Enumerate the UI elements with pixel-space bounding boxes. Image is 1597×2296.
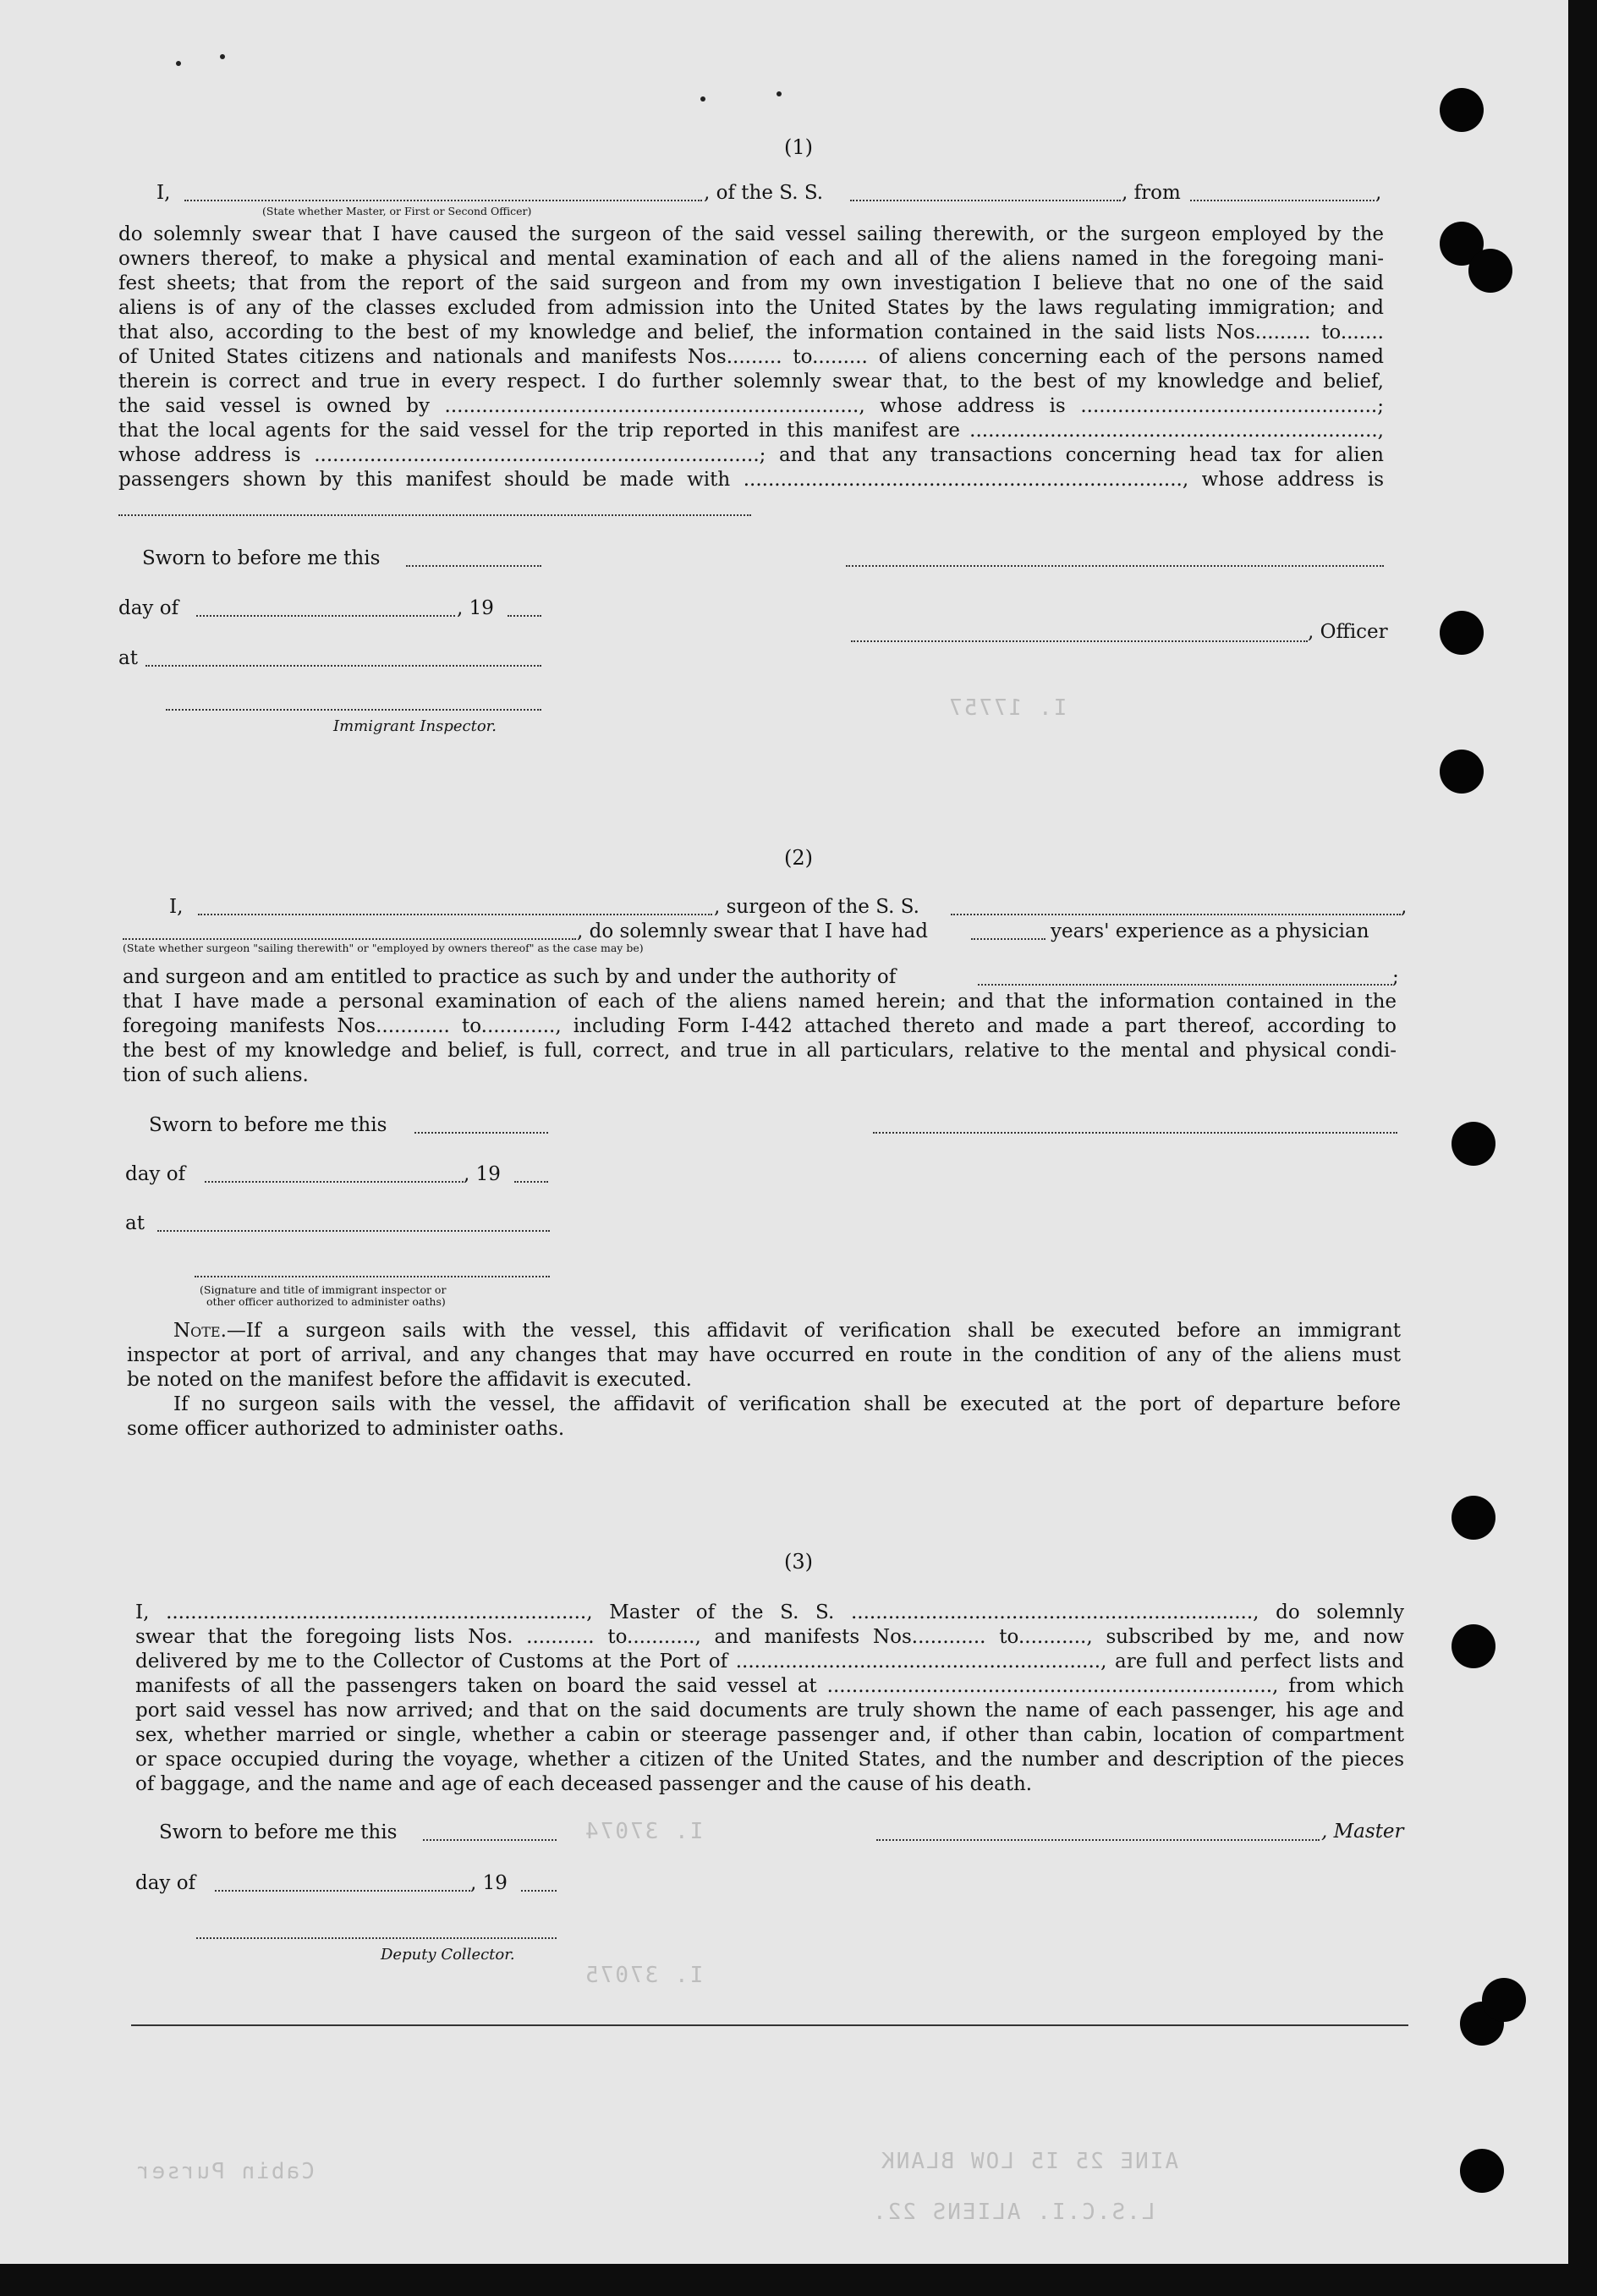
a1-at-place-blank	[145, 665, 541, 667]
a1-year-label: , 19	[457, 597, 494, 619]
a2-authority-label: and surgeon and am entitled to practice as such by and under the authority of	[123, 966, 897, 988]
a3-month-blank	[215, 1890, 470, 1892]
a3-collector-label: Deputy Collector.	[381, 1946, 515, 1964]
a1-text-line: the said vessel is owned by ..................................................................., whose address is ................................................;	[118, 395, 1384, 417]
a1-text-line: do solemnly swear that I have caused the surgeon of the said vessel sailing therewith, or the surgeon employed by the	[118, 223, 1384, 245]
a2-sworn-had-label: , do solemnly swear that I have had	[577, 920, 928, 942]
a3-sworn-day-blank	[423, 1839, 557, 1841]
a2-note-label: Note.	[173, 1320, 227, 1342]
punch-hole	[1452, 1122, 1495, 1166]
a2-authority-blank	[978, 984, 1392, 986]
a1-year-blank	[508, 615, 541, 617]
bleed-through-mark: L.S.C.I. ALIENS 22.	[871, 2200, 1155, 2225]
a1-sworn-label: Sworn to before me this	[142, 547, 381, 569]
a2-surgeon-type-blank	[123, 938, 576, 940]
a1-month-blank	[196, 615, 455, 617]
a3-master-signature-blank	[876, 1839, 1320, 1841]
bleed-through-mark: Cabin Purser	[135, 2159, 315, 2184]
a2-year-label: , 19	[464, 1163, 501, 1185]
a1-officer-title-blank	[851, 640, 1308, 642]
a2-text-line: tion of such aliens.	[123, 1064, 309, 1086]
punch-hole	[1452, 1496, 1495, 1540]
scan-edge-right	[1568, 0, 1597, 2296]
punch-hole	[1482, 1978, 1526, 2022]
a1-text-line: therein is correct and true in every respect. I do further solemnly swear that, to the best of my knowledge and belief,	[118, 371, 1384, 393]
a3-text-line: manifests of all the passengers taken on board the said vessel at ........................................................................, from which	[135, 1675, 1404, 1697]
a2-signature-hint: (Signature and title of immigrant inspector or	[200, 1283, 447, 1296]
a2-note2-line: some officer authorized to administer oaths.	[127, 1418, 565, 1440]
a2-note-line: be noted on the manifest before the affidavit is executed.	[127, 1369, 692, 1391]
a3-text-line: port said vessel has now arrived; and that on the said documents are truly shown the name of each passenger, his age and	[135, 1700, 1404, 1722]
a2-surgeon-hint: (State whether surgeon "sailing therewith" or "employed by owners thereof" as the case may be)	[123, 942, 644, 954]
a3-text-line: I, ...................................................................., Master of the S. S. ................................................................., do solemnly	[135, 1601, 1404, 1623]
bleed-through-mark: AINE 25 I5 LOW BLANK	[880, 2149, 1179, 2174]
a3-text-line: swear that the foregoing lists Nos. ........... to..........., and manifests Nos............ to..........., subscribed by me, and now	[135, 1626, 1404, 1648]
speck	[700, 96, 705, 102]
a3-master-label: , Master	[1321, 1821, 1404, 1843]
bleed-through-mark: I. 37075	[584, 1963, 704, 1988]
a2-surgeon-name-blank	[198, 914, 712, 915]
punch-hole	[1468, 249, 1512, 293]
a1-inspector-label: Immigrant Inspector.	[333, 717, 497, 735]
a2-note-line	[173, 1319, 1401, 1343]
a2-note-text: —If a surgeon sails with the vessel, this affidavit of verification shall be executed before an immigrant	[226, 1320, 1401, 1342]
a2-sworn-label: Sworn to before me this	[149, 1114, 387, 1136]
bleed-through-mark: I. 37074	[584, 1819, 704, 1844]
punch-hole	[1440, 750, 1484, 794]
a1-officer-name-blank	[184, 200, 702, 201]
a2-signature-hint: other officer authorized to administer oaths)	[206, 1295, 446, 1308]
a1-text-line: aliens is of any of the classes excluded from admission into the United States by the laws regulating immigration; and	[118, 297, 1384, 319]
a2-inspector-signature-blank	[195, 1276, 550, 1277]
a1-sworn-day-blank	[406, 565, 541, 567]
a2-text-line: that I have made a personal examination of each of the aliens named herein; and that the information contained in the	[123, 991, 1397, 1013]
a1-text-line: that the local agents for the said vessel for the trip reported in this manifest are ..................................................................,	[118, 420, 1384, 442]
a2-at-label: at	[125, 1212, 145, 1234]
a2-at-place-blank	[157, 1230, 550, 1232]
affidavit-1-number: (1)	[784, 135, 813, 159]
a3-sworn-label: Sworn to before me this	[159, 1821, 398, 1843]
a2-i-label: I,	[169, 896, 184, 918]
affidavit-3-number: (3)	[784, 1550, 813, 1574]
a2-surgeon-of-label: , surgeon of the S. S.	[714, 896, 919, 918]
a3-text-line: or space occupied during the voyage, whether a citizen of the United States, and the number and description of the pieces	[135, 1749, 1404, 1771]
a2-note-line: inspector at port of arrival, and any changes that may have occurred en route in the condition of any of the aliens must	[127, 1344, 1401, 1366]
a2-vessel-name-blank	[951, 914, 1401, 915]
a1-of-ss-label: , of the S. S.	[704, 182, 824, 204]
punch-hole	[1440, 88, 1484, 132]
a2-text-line: foregoing manifests Nos............ to............, including Form I-442 attached thereto and made a part thereof, according to	[123, 1015, 1397, 1037]
punch-hole	[1460, 2149, 1504, 2193]
scan-edge-bottom	[0, 2264, 1597, 2296]
a1-officer-hint: (State whether Master, or First or Second Officer)	[262, 205, 532, 217]
a3-text-line: of baggage, and the name and age of each deceased passenger and the cause of his death.	[135, 1773, 1033, 1795]
a1-i-label: I,	[156, 182, 171, 204]
a1-officer-signature-blank	[846, 565, 1384, 567]
affidavit-2-number: (2)	[784, 846, 813, 870]
a1-text-line: of United States citizens and nationals and manifests Nos......... to......... of aliens concerning each of the persons named	[118, 346, 1384, 368]
a1-text-line: owners thereof, to make a physical and mental examination of each and all of the aliens named in the foregoing mani-	[118, 248, 1384, 270]
a2-month-blank	[205, 1181, 464, 1183]
speck	[777, 91, 782, 96]
a1-vessel-name-blank	[850, 200, 1121, 201]
a3-year-label: , 19	[470, 1872, 508, 1894]
a1-text-line: that also, according to the best of my knowledge and belief, the information contained in the said lists Nos......... to.......	[118, 321, 1384, 343]
a1-at-label: at	[118, 647, 138, 669]
a2-text-line: the best of my knowledge and belief, is full, correct, and true in all particulars, relative to the mental and physical condi-	[123, 1040, 1397, 1062]
a1-address-continued-blank	[118, 514, 751, 516]
a3-text-line: sex, whether married or single, whether a cabin or steerage passenger and, if other than cabin, location of compartment	[135, 1724, 1404, 1746]
punch-hole	[1452, 1624, 1495, 1668]
a1-text-line: passengers shown by this manifest should be made with ......................................................................., whose address is	[118, 469, 1384, 491]
a1-text-line: fest sheets; that from the report of the said surgeon and from my own investigation I believe that no one of the said	[118, 272, 1384, 294]
a3-collector-signature-blank	[196, 1937, 557, 1939]
a1-day-of-label: day of	[118, 597, 179, 619]
a1-text-line: whose address is ........................................................................; and that any transactions concerning head tax for alien	[118, 444, 1384, 466]
a3-year-blank	[521, 1890, 557, 1892]
a2-year-blank	[514, 1181, 548, 1183]
a2-surgeon-signature-blank	[873, 1132, 1397, 1134]
a2-sworn-day-blank	[414, 1132, 548, 1134]
speck	[220, 54, 225, 59]
bleed-through-mark: I. 17757	[947, 695, 1067, 721]
a1-line1-end: ,	[1375, 182, 1382, 204]
a1-from-port-blank	[1190, 200, 1375, 201]
a3-text-line: delivered by me to the Collector of Customs at the Port of ..........................................................., are full and perfect lists and	[135, 1651, 1404, 1673]
a1-inspector-signature-blank	[166, 709, 541, 711]
speck	[176, 61, 181, 66]
bottom-rule	[131, 2024, 1408, 2026]
a2-years-blank	[971, 938, 1045, 940]
a3-day-of-label: day of	[135, 1872, 196, 1894]
a2-experience-label: years' experience as a physician	[1051, 920, 1369, 942]
a1-from-label: , from	[1122, 182, 1181, 204]
a1-officer-comma: , Officer	[1308, 621, 1388, 643]
a2-day-of-label: day of	[125, 1163, 186, 1185]
a2-note2-line: If no surgeon sails with the vessel, the affidavit of verification shall be executed at the port of departure before	[173, 1393, 1401, 1415]
punch-hole	[1440, 611, 1484, 655]
a2-line3-end: ;	[1392, 966, 1399, 988]
a2-line1-end: ,	[1401, 896, 1408, 918]
